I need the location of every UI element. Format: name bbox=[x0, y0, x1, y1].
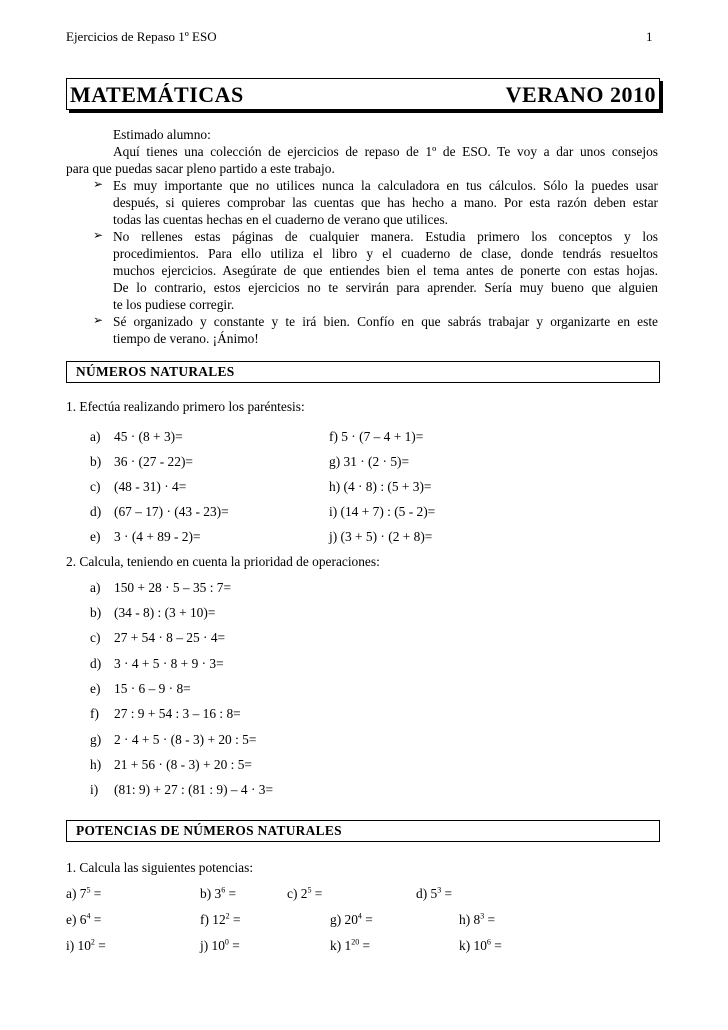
tip-2-line: muchos ejercicios. Asegúrate de que entiendes bien el tema antes de ponerte con estas hojas. bbox=[113, 263, 658, 278]
page-number: 1 bbox=[646, 29, 653, 44]
power-item: a) $7^5$ = bbox=[66, 885, 102, 901]
term-title: VERANO 2010 bbox=[505, 82, 656, 107]
exercise-expression: f) 5 · (7 – 4 + 1)= bbox=[329, 429, 424, 444]
tip-2-line: procedimientos. Para ello utiliza el libro y el cuaderno de clase, donde tendrás resueltos bbox=[113, 246, 658, 261]
exercise-label: b) bbox=[90, 454, 102, 469]
exercise-expression: (48 - 31) · 4= bbox=[114, 479, 187, 494]
exercise-expression: 3 · (4 + 89 - 2)= bbox=[114, 529, 201, 544]
tip-2-line: te los pudiese corregir. bbox=[113, 297, 235, 312]
tip-1-line: Es muy importante que no utilices nunca la calculadora en tus cálculos. Sólo la puedes usar bbox=[113, 178, 658, 193]
power-item: h) $8^3$ = bbox=[459, 911, 496, 927]
power-item: c) $2^5$ = bbox=[287, 885, 323, 901]
power-item: k) $1^{20}$ = bbox=[330, 937, 371, 953]
arrow-bullet-icon: ➢ bbox=[93, 177, 104, 191]
exercise-expression: 21 + 56 · (8 - 3) + 20 : 5= bbox=[114, 757, 252, 772]
power-item: b) $3^6$ = bbox=[200, 885, 237, 901]
exercise-expression: 27 : 9 + 54 : 3 – 16 : 8= bbox=[114, 706, 241, 721]
exercise-expression: (34 - 8) : (3 + 10)= bbox=[114, 605, 216, 620]
exercise-expression: (81: 9) + 27 : (81 : 9) – 4 · 3= bbox=[114, 782, 274, 797]
exercise-label: g) bbox=[90, 732, 102, 747]
exercise-expression: 45 · (8 + 3)= bbox=[114, 429, 183, 444]
intro-line-2: para que puedas sacar pleno partido a este trabajo. bbox=[66, 161, 335, 176]
section-heading-natural-numbers bbox=[66, 361, 660, 383]
exercise-expression: 27 + 54 · 8 – 25 · 4= bbox=[114, 630, 226, 645]
exercise-label: d) bbox=[90, 504, 102, 519]
exercise-expression: (67 – 17) · (43 - 23)= bbox=[114, 504, 229, 519]
greeting: Estimado alumno: bbox=[113, 127, 211, 142]
exercise-label: e) bbox=[90, 529, 101, 544]
powers-prompt: 1. Calcula las siguientes potencias: bbox=[66, 860, 254, 875]
tip-1-line: todas las cuentas hechas en el cuaderno de verano que utilices. bbox=[113, 212, 449, 227]
section-title: NÚMEROS NATURALES bbox=[76, 364, 235, 379]
title-banner bbox=[66, 78, 660, 110]
exercise-2-prompt: 2. Calcula, teniendo en cuenta la prioridad de operaciones: bbox=[66, 554, 380, 569]
exercise-label: c) bbox=[90, 479, 101, 494]
tip-3-line: Sé organizado y constante y te irá bien. Confío en que sabrás trabajar y organizarte en este bbox=[113, 314, 658, 329]
power-item: d) $5^3$ = bbox=[416, 885, 453, 901]
arrow-bullet-icon: ➢ bbox=[93, 228, 104, 242]
tip-1-line: después, si quieres comprobar las cuentas que has hecho a mano. Por esta razón deben estar bbox=[113, 195, 658, 210]
exercise-label: a) bbox=[90, 580, 101, 595]
power-item: f) $12^2$ = bbox=[200, 911, 241, 927]
tip-3-line: tiempo de verano. ¡Ánimo! bbox=[113, 331, 259, 346]
exercise-label: e) bbox=[90, 681, 101, 696]
exercise-expression: g) 31 · (2 · 5)= bbox=[329, 454, 410, 469]
exercise-expression: h) (4 · 8) : (5 + 3)= bbox=[329, 479, 432, 494]
power-item: j) $10^0$ = bbox=[200, 937, 240, 953]
tip-2-line: De lo contrario, estos ejercicios no te servirán para aprender. Sería muy bueno que alguien bbox=[113, 280, 658, 295]
section-title: POTENCIAS DE NÚMEROS NATURALES bbox=[76, 823, 342, 838]
exercise-label: d) bbox=[90, 656, 102, 671]
exercise-label: h) bbox=[90, 757, 102, 772]
exercise-label: f) bbox=[90, 706, 99, 721]
exercise-label: a) bbox=[90, 429, 101, 444]
subject-title: MATEMÁTICAS bbox=[70, 82, 244, 107]
running-header: Ejercicios de Repaso 1º ESO bbox=[66, 29, 217, 44]
section-heading-powers bbox=[66, 820, 660, 842]
exercise-label: c) bbox=[90, 630, 101, 645]
exercise-label: b) bbox=[90, 605, 102, 620]
exercise-expression: i) (14 + 7) : (5 - 2)= bbox=[329, 504, 436, 519]
power-item: i) $10^2$ = bbox=[66, 937, 106, 953]
exercise-label: i) bbox=[90, 782, 99, 797]
power-item: k) $10^6$ = bbox=[459, 937, 502, 953]
exercise-expression: 36 · (27 - 22)= bbox=[114, 454, 193, 469]
exercise-expression: 150 + 28 · 5 – 35 : 7= bbox=[114, 580, 232, 595]
exercise-expression: 3 · 4 + 5 · 8 + 9 · 3= bbox=[114, 656, 224, 671]
exercise-expression: 2 · 4 + 5 · (8 - 3) + 20 : 5= bbox=[114, 732, 257, 747]
exercise-expression: 15 · 6 – 9 · 8= bbox=[114, 681, 191, 696]
power-item: e) $6^4$ = bbox=[66, 911, 102, 927]
exercise-1-prompt: 1. Efectúa realizando primero los paréntesis: bbox=[66, 399, 305, 414]
arrow-bullet-icon: ➢ bbox=[93, 313, 104, 327]
exercise-expression: j) (3 + 5) · (2 + 8)= bbox=[329, 529, 433, 544]
tip-2-line: No rellenes estas páginas de cualquier manera. Estudia primero los conceptos y los bbox=[113, 229, 658, 244]
intro-line-1: Aquí tienes una colección de ejercicios de repaso de 1º de ESO. Te voy a dar unos consejos bbox=[113, 144, 658, 159]
power-item: g) $20^4$ = bbox=[330, 911, 373, 927]
